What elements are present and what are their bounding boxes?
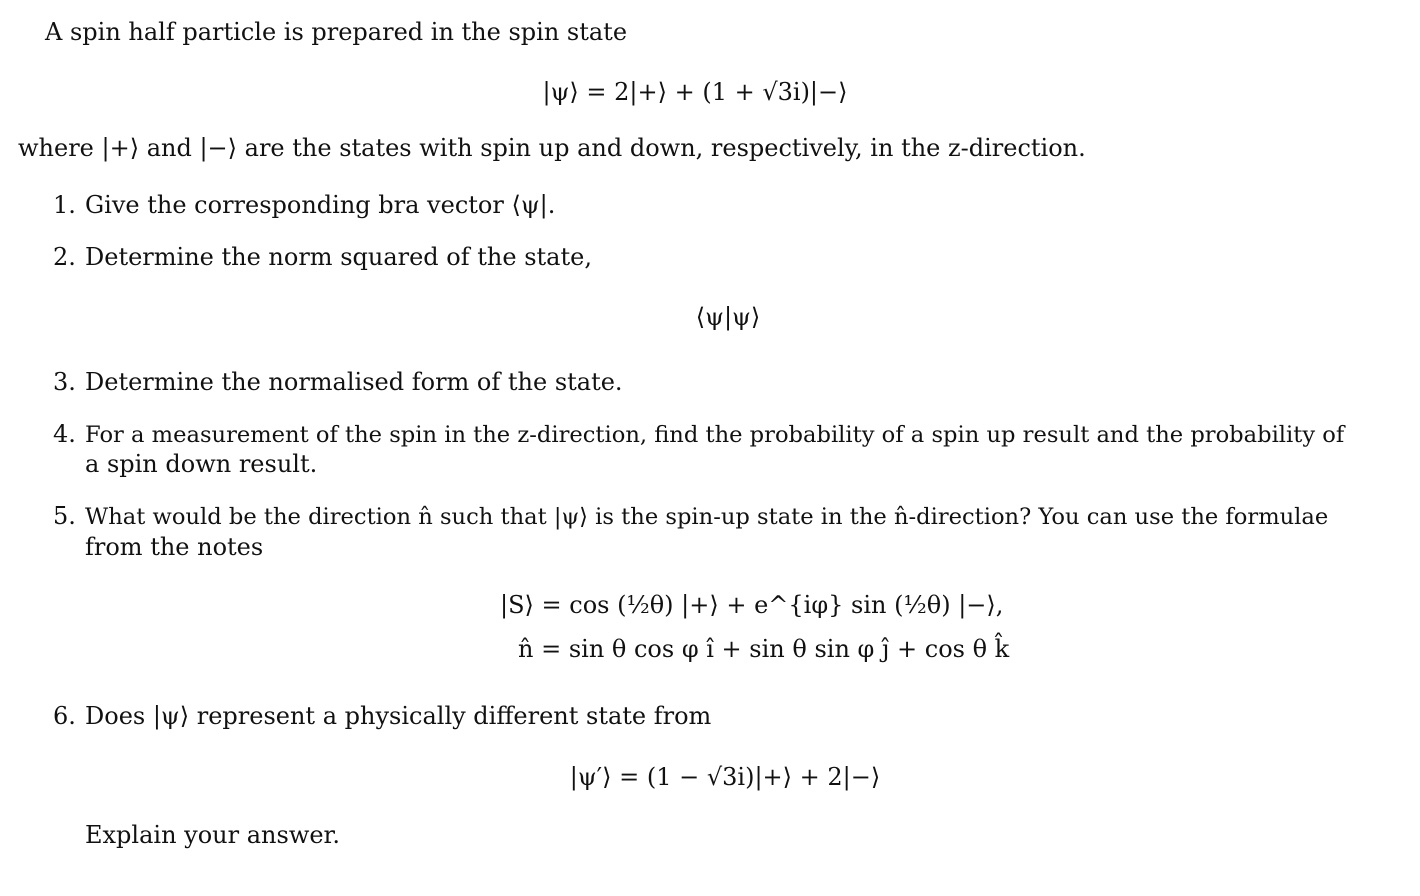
question-4 [53,419,1344,450]
question-number: 5. [53,502,76,530]
question-text-line1: For a measurement of the spin in the z-direction, find the probability of a spin up result and the probability of [85,422,1345,448]
question-number: 6. [53,702,76,730]
intro-text: A spin half particle is prepared in the spin state [45,18,628,46]
question-number: 4. [53,420,76,448]
explain-text: Explain your answer. [85,821,341,849]
question-text: Does |ψ⟩ represent a physically different state from [85,702,712,730]
state-equation: |ψ⟩ = 2|+⟩ + (1 + √3i)|−⟩ [542,78,848,106]
question-number: 3. [53,368,76,396]
question-text: Determine the normalised form of the state. [85,368,623,396]
formula-spin-state: |S⟩ = cos (½θ) |+⟩ + e^{iφ} sin (½θ) |−⟩, [500,591,1004,619]
question-4-line2: a spin down result. [85,450,318,478]
formula-direction: n̂ = sin θ cos φ î + sin θ sin φ ĵ + cos θ k̂ [518,635,1010,663]
question-number: 1. [53,191,76,219]
question-6 [53,701,711,731]
question-text: Determine the norm squared of the state, [85,243,592,271]
question-text: Give the corresponding bra vector ⟨ψ|. [85,191,556,219]
question-5-line2: from the notes [85,533,264,561]
question-number: 2. [53,243,76,271]
question-2 [53,242,592,272]
norm-equation: ⟨ψ|ψ⟩ [695,303,761,331]
question-text-line1: What would be the direction n̂ such that |ψ⟩ is the spin-up state in the n̂-direction? You can use the formulae [85,504,1329,530]
where-text: where |+⟩ and |−⟩ are the states with spin up and down, respectively, in the z-direction. [18,134,1086,162]
psi-prime-equation: |ψ′⟩ = (1 − √3i)|+⟩ + 2|−⟩ [569,763,881,791]
question-5 [53,501,1328,532]
question-3 [53,367,623,397]
question-1 [53,190,555,220]
